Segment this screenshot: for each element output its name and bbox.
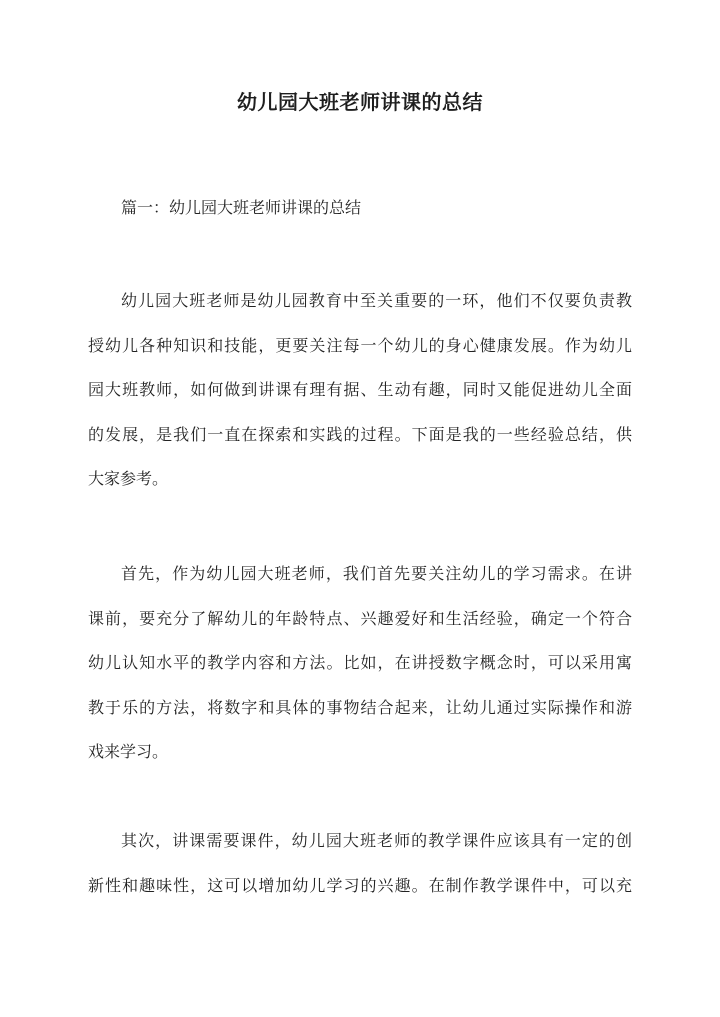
paragraph-intro bbox=[88, 290, 632, 513]
paragraph-line: 课前，要充分了解幼儿的年龄特点、兴趣爱好和生活经验，确定一个符合 bbox=[88, 608, 632, 628]
paragraph-line: 戏来学习。 bbox=[88, 742, 169, 761]
paragraph-line: 园大班教师，如何做到讲课有理有据、生动有趣，同时又能促进幼儿全面 bbox=[88, 380, 632, 399]
paragraph-line: 幼儿认知水平的教学内容和方法。比如，在讲授数字概念时，可以采用寓 bbox=[88, 653, 632, 672]
paragraph-line: 的发展，是我们一直在探索和实践的过程。下面是我的一些经验总结，供 bbox=[88, 424, 632, 444]
paragraph-line: 授幼儿各种知识和技能，更要关注每一个幼儿的身心健康发展。作为幼儿 bbox=[88, 335, 632, 355]
paragraph-line: 首先，作为幼儿园大班老师，我们首先要关注幼儿的学习需求。在讲 bbox=[121, 564, 632, 583]
paragraph-line: 大家参考。 bbox=[88, 469, 169, 488]
document-title: 幼儿园大班老师讲课的总结 bbox=[237, 90, 483, 114]
paragraph-line: 教于乐的方法，将数字和具体的事物结合起来，让幼儿通过实际操作和游 bbox=[88, 697, 632, 717]
paragraph-line: 新性和趣味性，这可以增加幼儿学习的兴趣。在制作教学课件中，可以充 bbox=[88, 875, 632, 895]
paragraph-first-point bbox=[88, 563, 632, 786]
paragraph-line: 幼儿园大班老师是幼儿园教育中至关重要的一环，他们不仅要负责教 bbox=[121, 291, 632, 310]
paragraph-line: 其次，讲课需要课件，幼儿园大班老师的教学课件应该具有一定的创 bbox=[121, 831, 632, 850]
paragraph-second-point bbox=[88, 830, 632, 919]
document-subtitle: 篇一：幼儿园大班老师讲课的总结 bbox=[121, 198, 362, 217]
